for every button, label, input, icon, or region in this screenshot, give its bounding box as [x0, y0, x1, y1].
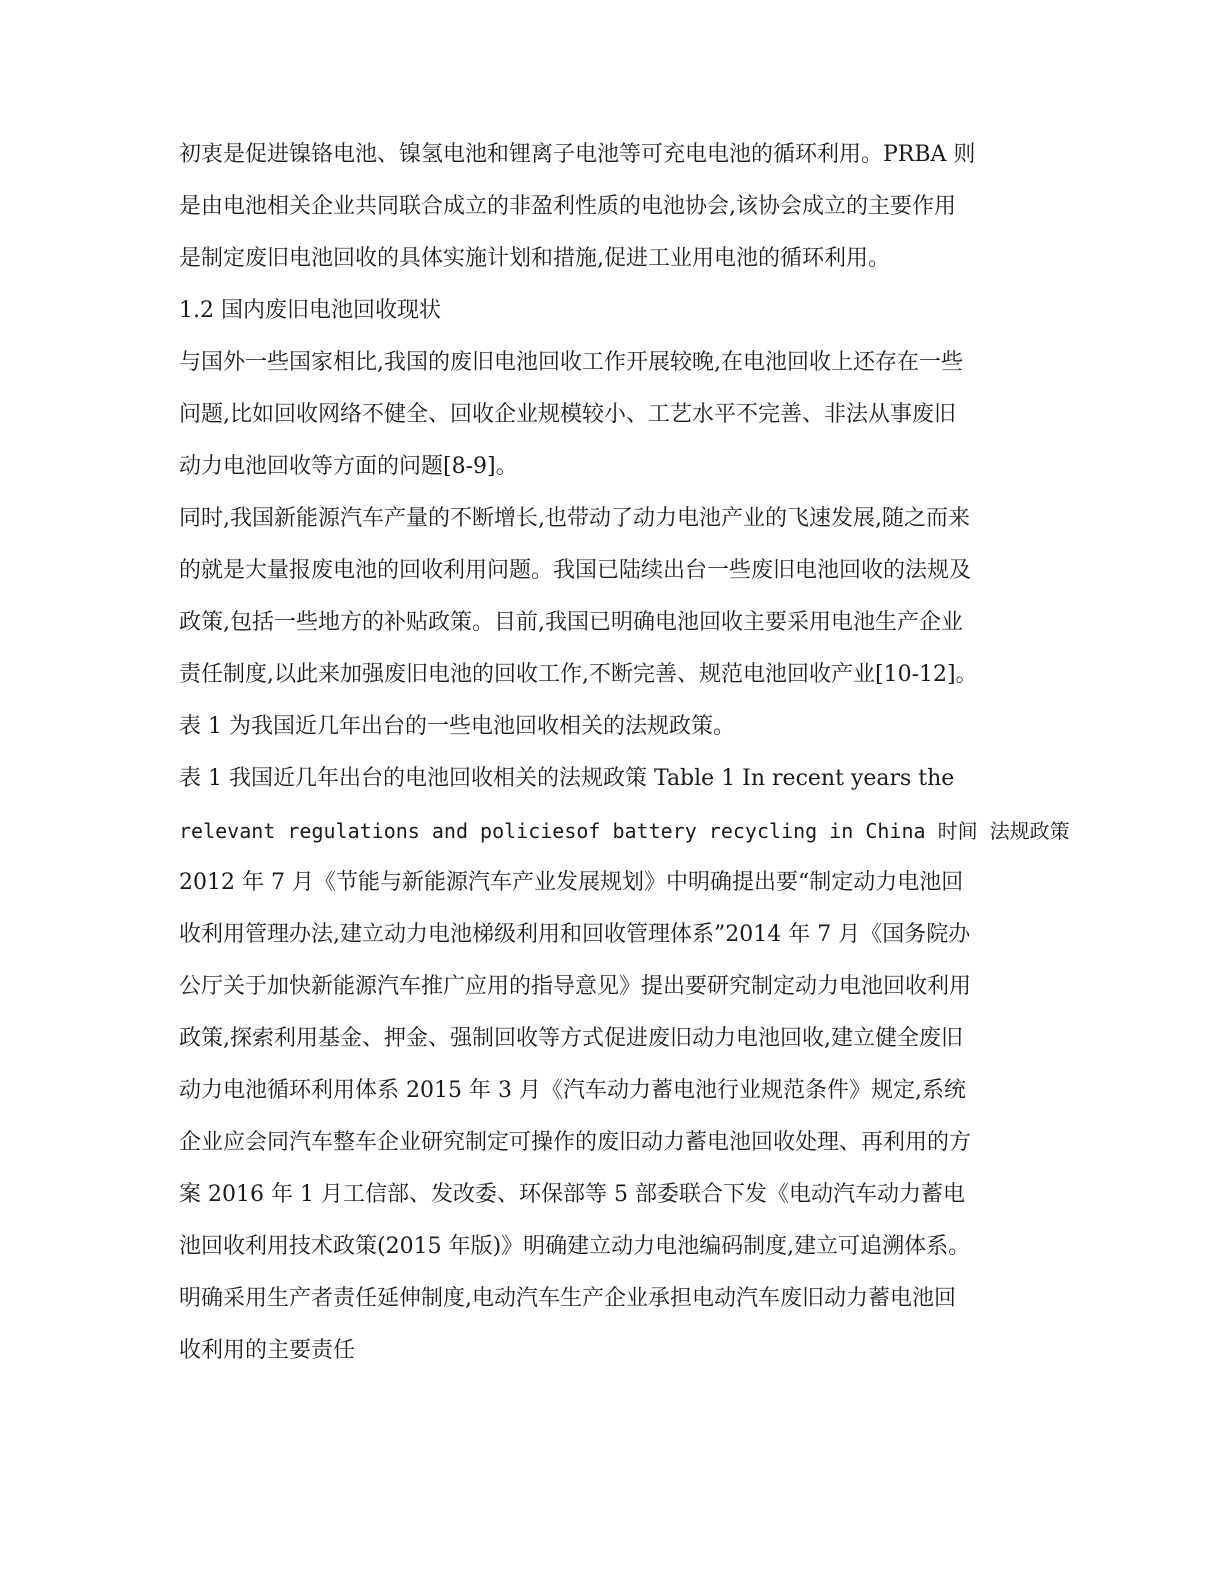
table-text-line: 收利用管理办法,建立动力电池梯级利用和回收管理体系”2014 年 7 月《国务院办	[179, 922, 971, 947]
text-line: 是制定废旧电池回收的具体实施计划和措施,促进工业用电池的循环利用。	[179, 246, 890, 271]
section-heading: 1.2 国内废旧电池回收现状	[179, 298, 441, 323]
text-line: 初衷是促进镍铬电池、镍氢电池和锂离子电池等可充电电池的循环利用。PRBA 则	[179, 142, 976, 167]
text-line: 表 1 为我国近几年出台的一些电池回收相关的法规政策。	[179, 714, 735, 739]
table-text-line: 明确采用生产者责任延伸制度,电动汽车生产企业承担电动汽车废旧动力蓄电池回	[179, 1286, 956, 1311]
table-text-line: 收利用的主要责任	[179, 1338, 356, 1363]
text-line: 同时,我国新能源汽车产量的不断增长,也带动了动力电池产业的飞速发展,随之而来	[179, 506, 970, 531]
text-line: 的就是大量报废电池的回收利用问题。我国已陆续出台一些废旧电池回收的法规及	[179, 558, 972, 583]
table-text-line: 政策,探索利用基金、押金、强制回收等方式促进废旧动力电池回收,建立健全废旧	[179, 1026, 963, 1051]
text-line: 是由电池相关企业共同联合成立的非盈利性质的电池协会,该协会成立的主要作用	[179, 194, 956, 219]
table-text-line: 公厅关于加快新能源汽车推广应用的指导意见》提出要研究制定动力电池回收利用	[179, 974, 972, 999]
text-line: 动力电池回收等方面的问题[8-9]。	[179, 454, 518, 479]
table-text-line: 2012 年 7 月《节能与新能源汽车产业发展规划》中明确提出要“制定动力电池回	[179, 870, 964, 895]
table-caption-line: relevant regulations and policiesof battery recycling in China 时间 法规政策	[179, 819, 1070, 843]
text-line: 问题,比如回收网络不健全、回收企业规模较小、工艺水平不完善、非法从事废旧	[179, 402, 956, 427]
table-text-line: 池回收利用技术政策(2015 年版)》明确建立动力电池编码制度,建立可追溯体系。	[179, 1234, 971, 1259]
text-line: 与国外一些国家相比,我国的废旧电池回收工作开展较晚,在电池回收上还存在一些	[179, 350, 963, 375]
table-text-line: 企业应会同汽车整车企业研究制定可操作的废旧动力蓄电池回收处理、再利用的方	[179, 1130, 972, 1155]
table-caption-line: 表 1 我国近几年出台的电池回收相关的法规政策 Table 1 In recent years the	[179, 766, 955, 791]
table-text-line: 动力电池循环利用体系 2015 年 3 月《汽车动力蓄电池行业规范条件》规定,系统	[179, 1078, 966, 1103]
table-text-line: 案 2016 年 1 月工信部、发改委、环保部等 5 部委联合下发《电动汽车动力蓄电	[179, 1182, 965, 1207]
text-line: 政策,包括一些地方的补贴政策。目前,我国已明确电池回收主要采用电池生产企业	[179, 610, 963, 635]
body-text	[179, 129, 1070, 1377]
text-line: 责任制度,以此来加强废旧电池的回收工作,不断完善、规范电池回收产业[10-12]。	[179, 662, 978, 687]
